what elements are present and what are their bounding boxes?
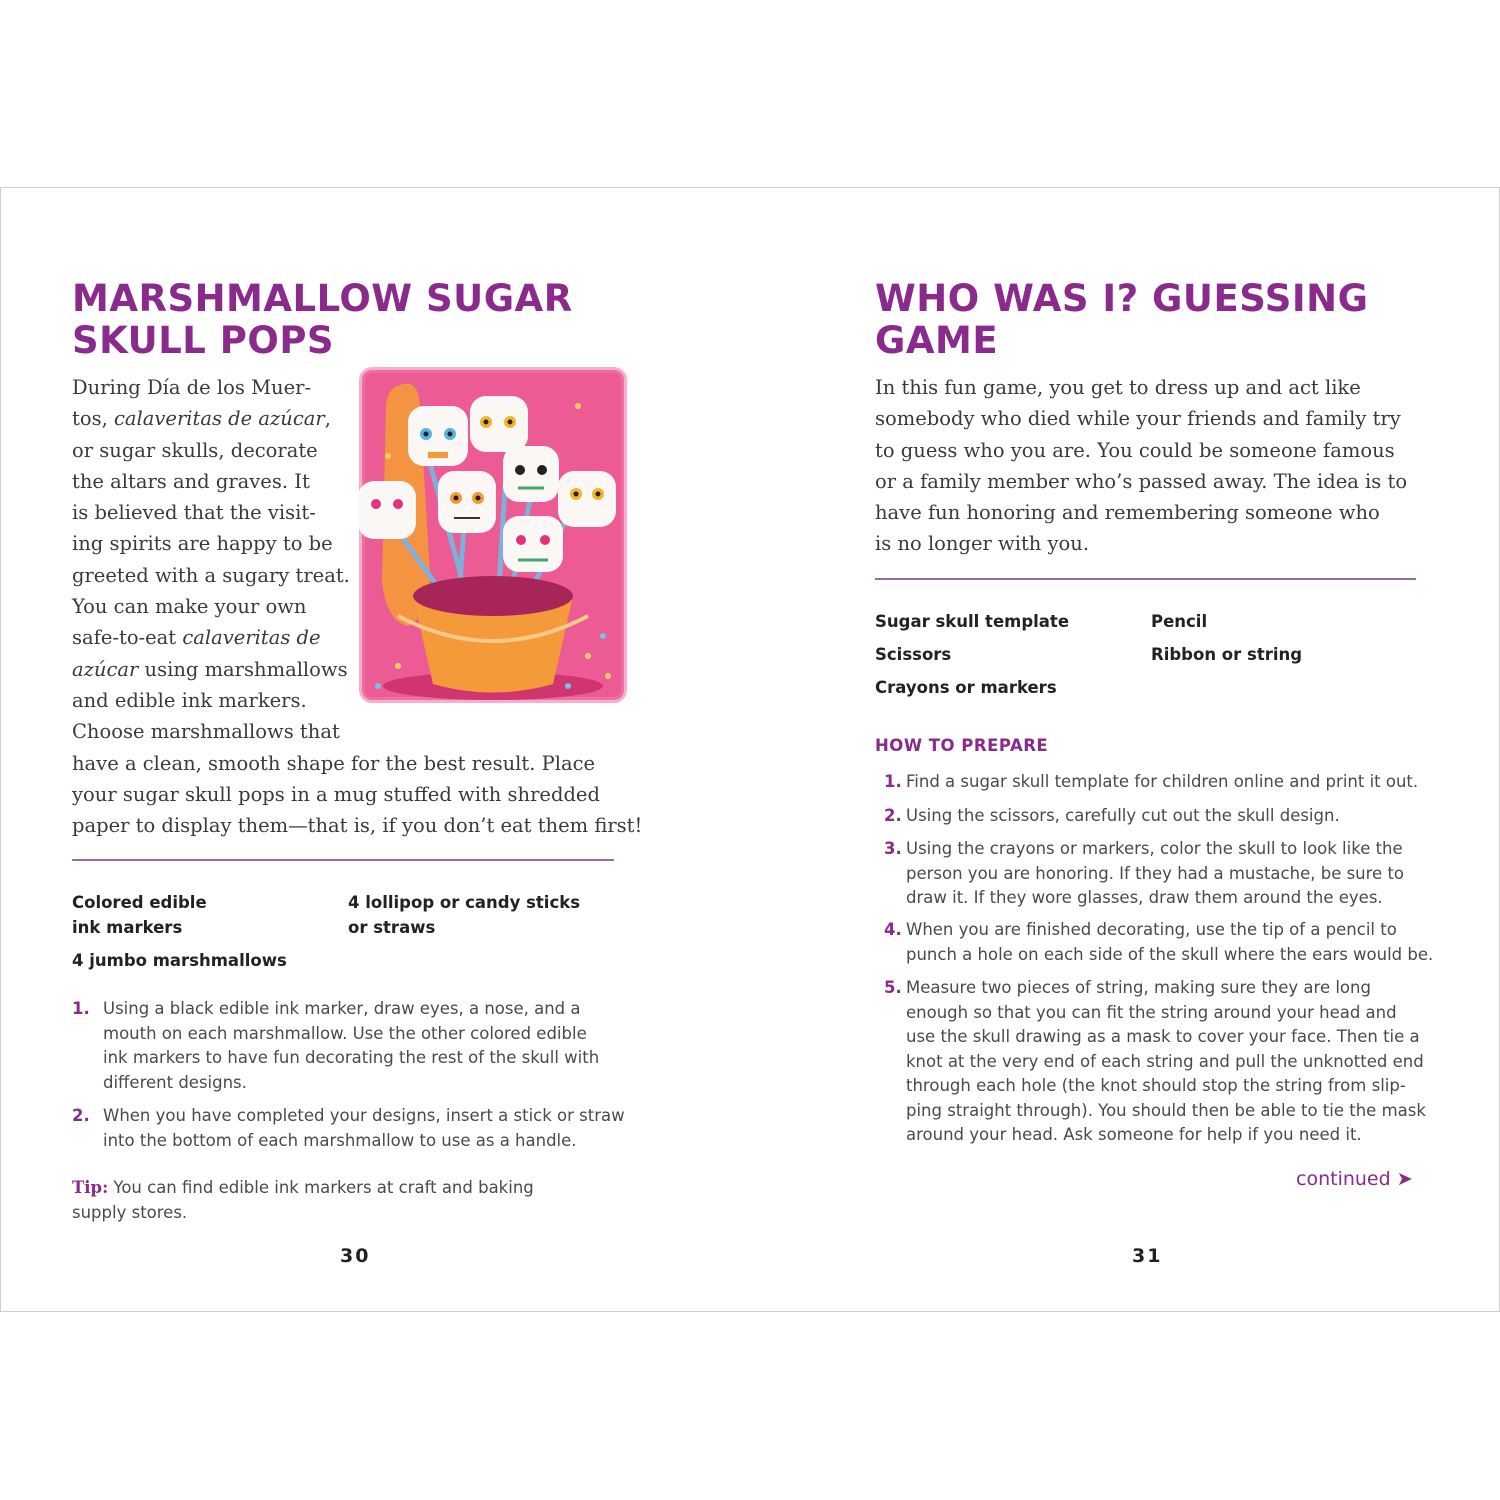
right-intro-text [875, 372, 1407, 560]
supply-line: or straws [348, 918, 436, 937]
intro-line: or sugar skulls, decorate [72, 438, 318, 462]
intro-fragment: , [324, 407, 331, 431]
marshmallow-skull [503, 446, 559, 502]
intro-line: ing spirits are happy to be [72, 532, 333, 556]
step-line: When you are finished decorating, use the tip of a pencil to [906, 920, 1397, 939]
step-line: ping straight through). You should then be able to tie the mask [906, 1100, 1426, 1120]
supply-line: Colored edible [72, 893, 207, 912]
left-title-line-1: MARSHMALLOW SUGAR [72, 277, 573, 320]
step-line: person you are honoring. If they had a mustache, be sure to [906, 863, 1405, 883]
left-divider [72, 859, 614, 861]
step-item [875, 804, 1435, 832]
step-line: Using the scissors, carefully cut out the skull design. [906, 806, 1340, 825]
step-number: 1. [884, 772, 902, 791]
intro-line: is believed that the visit- [72, 501, 316, 525]
intro-line: paper to display them—that is, if you don’t eat them first! [72, 814, 643, 838]
intro-fragment: using marshmallows [138, 657, 348, 681]
step-line: enough so that you can fit the string around your head and [906, 1002, 1397, 1022]
step-number: 4. [884, 920, 902, 939]
left-page-title [72, 278, 573, 362]
supply-line: ink markers [72, 918, 183, 937]
left-title-line-2: SKULL POPS [72, 319, 335, 362]
step-number: 3. [884, 839, 902, 858]
intro-italic: azúcar [72, 657, 139, 681]
supply-item: Sugar skull template [875, 612, 1070, 631]
step-line: ink markers to have fun decorating the rest of the skull with [103, 1048, 600, 1067]
right-divider [875, 578, 1416, 580]
intro-line: In this fun game, you get to dress up and act like [875, 376, 1361, 399]
marshmallow-skull [438, 471, 496, 533]
tip-line: You can find edible ink markers at craft and baking [108, 1178, 534, 1197]
supply-line: 4 lollipop or candy sticks [348, 893, 581, 912]
supply-item: Pencil [1151, 612, 1208, 631]
supply-item: Crayons or markers [875, 678, 1057, 697]
marshmallow-skull [408, 406, 468, 466]
intro-line: your sugar skull pops in a mug stuffed with shredded [72, 782, 600, 806]
step-number: 5. [884, 978, 902, 997]
step-number: 2. [72, 1106, 90, 1125]
supply-item [72, 890, 207, 940]
supply-item [348, 890, 580, 940]
intro-line: During Día de los Muer- [72, 376, 312, 399]
marshmallow-pops-illustration [358, 366, 628, 704]
page-number-right: 31 [1132, 1245, 1163, 1267]
step-number: 1. [72, 999, 90, 1018]
supply-item: Scissors [875, 645, 952, 664]
intro-line: You can make your own [72, 595, 307, 619]
intro-line: somebody who died while your friends and family try [875, 407, 1401, 431]
step-line: Using a black edible ink marker, draw eyes, a nose, and a [103, 999, 581, 1018]
intro-line: is no longer with you. [875, 532, 1090, 556]
marshmallow-skull [558, 471, 616, 527]
step-line: draw it. If they wore glasses, draw them around the eyes. [906, 888, 1383, 907]
intro-line: or a family member who’s passed away. The idea is to [875, 469, 1408, 493]
step-text [103, 1104, 625, 1153]
step-text [103, 997, 599, 1095]
intro-fragment: tos, [72, 407, 114, 431]
continued-label: continued ➤ [1296, 1168, 1413, 1190]
step-line: mouth on each marshmallow. Use the other colored edible [103, 1023, 587, 1043]
step-line: Find a sugar skull template for children online and print it out. [906, 772, 1419, 791]
step-number: 2. [884, 806, 902, 825]
intro-italic: calaveritas de [182, 626, 321, 650]
intro-line: to guess who you are. You could be someone famous [875, 438, 1395, 462]
intro-line: have a clean, smooth shape for the best result. Place [72, 751, 596, 775]
step-text [906, 770, 1418, 795]
marshmallow-skull [470, 396, 528, 452]
page-number-left: 30 [340, 1245, 371, 1267]
right-title-line-1: WHO WAS I? GUESSING [875, 277, 1369, 320]
supply-item: 4 jumbo marshmallows [72, 951, 287, 970]
how-to-prepare-heading: HOW TO PREPARE [875, 736, 1049, 755]
step-text [906, 804, 1340, 829]
intro-italic: calaveritas de azúcar [113, 407, 325, 431]
step-item [875, 837, 1435, 913]
step-line: different designs. [103, 1072, 247, 1092]
step-line: Using the crayons or markers, color the skull to look like the [906, 839, 1403, 858]
step-text [906, 837, 1404, 911]
step-line: around your head. Ask someone for help if you need it. [906, 1125, 1362, 1144]
step-item [72, 1104, 632, 1154]
step-text [906, 976, 1426, 1148]
step-line: through each hole (the knot should stop the string from slip- [906, 1076, 1406, 1095]
step-item [72, 997, 632, 1097]
intro-fragment: safe-to-eat [72, 626, 183, 650]
step-line: knot at the very end of each string and pull the unknotted end [906, 1051, 1424, 1071]
intro-line: have fun honoring and remembering someone who [875, 501, 1380, 525]
step-text [906, 918, 1433, 967]
tip-label: Tip: [72, 1178, 109, 1197]
supply-item: Ribbon or string [1151, 645, 1303, 664]
tip-note [72, 1175, 534, 1225]
step-item [875, 976, 1435, 1151]
tip-line: supply stores. [72, 1203, 188, 1222]
step-line: use the skull drawing as a mask to cover your face. Then tie a [906, 1027, 1420, 1046]
step-item [875, 918, 1435, 970]
step-line: When you have completed your designs, insert a stick or straw [103, 1106, 625, 1125]
step-line: Measure two pieces of string, making sure they are long [906, 978, 1371, 997]
intro-line: the altars and graves. It [72, 469, 310, 493]
step-line: punch a hole on each side of the skull where the ears would be. [906, 944, 1434, 964]
right-page-title [875, 278, 1368, 362]
intro-line: greeted with a sugary treat. [72, 563, 350, 587]
marshmallow-skull [358, 481, 416, 539]
step-item [875, 770, 1435, 798]
intro-line: and edible ink markers. [72, 688, 307, 712]
marshmallow-skull [503, 516, 563, 572]
right-title-line-2: GAME [875, 319, 999, 362]
intro-line: Choose marshmallows that [72, 720, 340, 744]
step-line: into the bottom of each marshmallow to use as a handle. [103, 1130, 577, 1150]
